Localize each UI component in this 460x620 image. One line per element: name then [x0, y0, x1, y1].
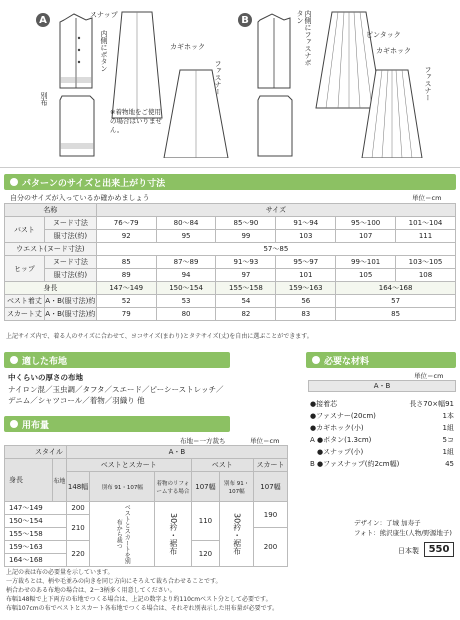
yardage-section-title: 用布量	[22, 420, 50, 431]
size-footnote: 上記サイズ内で、着る人のサイズに合わせて、ヨコサイズ(まわり)とタテサイズ(丈)を自由に選ぶことができます。	[6, 333, 313, 340]
size-unit: 単位＝cm	[412, 194, 442, 202]
table-row: 159〜163 220 120	[5, 541, 288, 554]
list-item: ●ファスナー(20cm) 1本	[310, 412, 454, 420]
table-row: 147〜149 200 ベストとスカートを別布から裁つ 30衿・裾布 110 30衿・裾布 190	[5, 502, 288, 515]
variant-a-garment-drawing	[52, 8, 252, 158]
list-item: B ●ファスナップ(約2cm幅) 45	[310, 460, 454, 468]
fabric-section-title: 適した布地	[22, 356, 68, 367]
fabric-subtitle: 中くらいの厚さの布地	[8, 373, 83, 382]
variant-b-garment-drawing	[252, 8, 452, 158]
label-pintuck: ピンタック	[366, 31, 401, 39]
illustration-panel	[0, 0, 460, 168]
materials-section-header	[306, 352, 456, 368]
kimono-note: ※着物地をご使用の場合はいりません。	[110, 108, 162, 134]
table-row: 150〜154 210	[5, 515, 288, 528]
table-row: バスト ヌード寸法 76〜79 80〜84 85〜90 91〜94 95〜100 101〜104	[5, 217, 456, 230]
yardage-unit: 単位＝cm	[250, 437, 280, 445]
size-table	[4, 203, 456, 321]
table-row: ウエスト(ヌード寸法) 57〜85	[5, 243, 456, 256]
product-number: 550	[424, 542, 454, 557]
table-row: 身長 147〜149 150〜154 155〜158 159〜163 164〜168	[5, 282, 456, 295]
label-inner-fastener-button: 内側にファスナボタン	[296, 10, 312, 66]
materials-section-title: 必要な材料	[324, 356, 370, 367]
materials-header: A・B	[308, 380, 456, 392]
list-item: ●カギホック(小) 1組	[310, 424, 454, 432]
label-zipper-a: ファスナー	[214, 60, 222, 95]
variant-a-badge: A	[36, 13, 50, 27]
col-name: 名称	[5, 204, 97, 217]
size-section-header	[4, 174, 456, 190]
label-hook-b: カギホック	[376, 47, 411, 55]
table-row: スカート丈 A・B(服寸法)約 79 80 82 83 85	[5, 308, 456, 321]
table-row: 164〜168	[5, 554, 288, 567]
variant-b-badge: B	[238, 13, 252, 27]
made-in-label: 日本製	[398, 547, 419, 555]
size-section-subtitle: 自分のサイズが入っているか確かめましょう	[10, 194, 150, 202]
size-section-title: パターンのサイズと出来上がり寸法	[22, 178, 166, 189]
table-row: ベスト着丈 A・B(服寸法)約 52 53 54 56 57	[5, 295, 456, 308]
yardage-section-header	[4, 416, 230, 432]
table-row: 服寸法(約) 89 94 97 101 105 108	[5, 269, 456, 282]
label-snap: スナップ	[90, 11, 118, 19]
label-separate-fabric: 別布	[40, 92, 48, 106]
list-item: ●スナップ(小) 1組	[310, 448, 454, 456]
label-inner-button: 内側にボタン	[100, 30, 108, 72]
label-hook-a: カギホック	[170, 43, 205, 51]
label-zipper-b: ファスナー	[424, 66, 432, 101]
fabric-list: ナイロン混／玉虫調／タフタ／スエード／ピーシーストレッチ／デニム／シャツコール／着物／羽織り 他	[8, 385, 224, 405]
yardage-caption: 布地＝一方裁ち	[180, 437, 226, 445]
fabric-section-header	[4, 352, 230, 368]
yardage-notes: 上記の表は布の必要量を示しています。 一方裁ちとは、柄や毛並みの向きを同じ方向にそろえて裁ち合わせることです。 柄合わせのある布地の場合は、2〜3柄多く用意してください。 布幅148幅で上下両方の布地でつくる場合は、上記の数字より約110cmベスト分として必要です。 布幅107cmの布でベストとスカート各布地でつくる場合は、それぞれ別表示した用布量が必要です。	[6, 569, 279, 612]
materials-list	[310, 398, 454, 470]
materials-unit: 単位＝cm	[414, 372, 444, 380]
col-size: サイズ	[96, 204, 455, 217]
table-row: ヒップ ヌード寸法 85 87〜89 91〜93 95〜97 99〜101 103〜105	[5, 256, 456, 269]
table-row: 155〜158 200	[5, 528, 288, 541]
table-row: 服寸法(約) 92 95 99 103 107 111	[5, 230, 456, 243]
list-item: ●接着芯 長さ70×幅91	[310, 400, 454, 408]
list-item: A ●ボタン(1.3cm) 5コ	[310, 436, 454, 444]
credits: デザイン：了城 加寿子 フォト：熊沢康生(人物/野源地子)	[354, 519, 452, 537]
yardage-table: スタイル A・B 身長 布地 ベストとスカート ベスト スカート 148幅 別布 91・107幅 着物のリフォームする場合 107幅 別布 91・107幅 107幅 147〜149 200 ベストとスカートを別布から裁つ 30衿・裾布 110 30衿・裾布 190 150〜154 210 155〜158 200 159〜163 220 120 164〜168	[4, 445, 288, 567]
